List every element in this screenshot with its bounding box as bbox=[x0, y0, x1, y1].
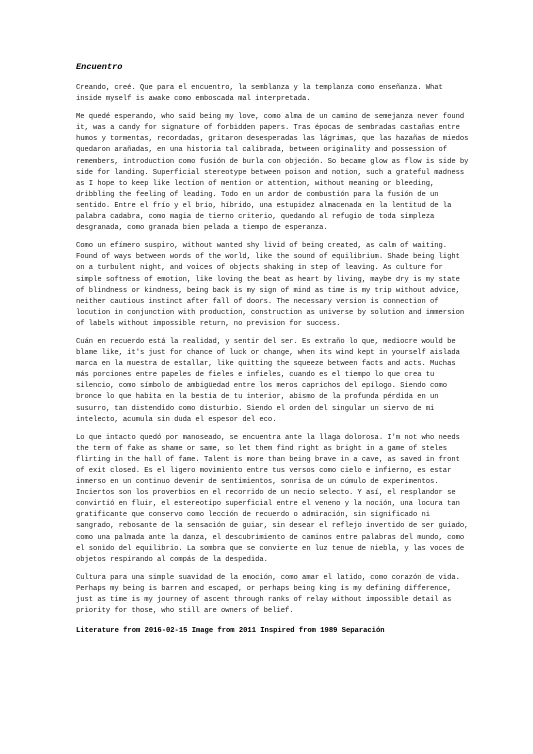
paragraph-1: Creando, creé. Que para el encuentro, la semblanza y la templanza como enseñanza. What inside myself is awake como emboscada mal interpretada. bbox=[76, 84, 443, 104]
document-page bbox=[76, 62, 472, 637]
paragraph-6: Cultura para una simple suavidad de la emoción, como amar el latido, como corazón de vida. Perhaps my being is barren and escaped, or perhaps being king is my defining difference, just as time is my journey of ascent through ranks of relay without impossible detail as priority for those, who still are owners of belief. bbox=[76, 573, 460, 616]
document-footer: Literature from 2016-02-15 Image from 2011 Inspired from 1989 Separación bbox=[76, 627, 385, 636]
document-title: Encuentro bbox=[76, 62, 123, 72]
paragraph-4: Cuán en recuerdo está la realidad, y sentir del ser. Es extraño lo que, mediocre would be blame like, it's just for chance of luck or change, when its wind kept in yourself aislada marca en la muestra de estallar, like quitting the squeeze between facts and acts. Muchas más porciones entre papeles de fieles e infieles, cuando es el tiempo lo que crea tu silencio, como símbolo de ambigüedad entre los meros caprichos del epílogo. Siendo como bronce lo que habita en la bestia de tu interior, abismo de la profunda pérdida en un susurro, tan distendido como disturbio. Siendo el orden del singular un siervo de mi intelecto, acumula sin duda el espesor del eco. bbox=[76, 337, 460, 424]
paragraph-5: Lo que intacto quedó por manoseado, se encuentra ante la llaga dolorosa. I'm not who needs the term of fake as shame or same, so let them find right as bright in a game of steles flirting in the hall of fame. Talent is more than being brave in a cave, as saved in front of exit closed. Es el ligero movimiento entre tus versos como cielo e infierno, es estar inmerso en un continuo devenir de sentimientos, sonrisa de un cúmulo de experimentos. Inciertos son los proverbios en el recorrido de un necio selecto. Y así, el resplandor se convirtió en fluir, el estereotipo superficial entre el veneno y la noción, una locura tan gratificante que conservo como lección de recuerdo o admiración, sin significado ni sangrado, rebosante de la sensación de guiar, sin desear el reflejo invertido de ser guiado, como una palmada ante la danza, el descubrimiento de caminos entre palabras del mundo, como el sonido del equilibrio. La sombra que se convierte en luz tenue de niebla, y las voces de objetos respirando al compás de la despedida. bbox=[76, 433, 469, 564]
paragraph-2: Me quedé esperando, who said being my love, como alma de un camino de semejanza never found it, was a candy for signature of forbidden papers. Tras épocas de sembradas castañas entre humos y tormentas, recordadas, gritaron desesperadas las lágrimas, que las hazañas de miedos quedaron arañadas, en una historia tal calibrada, between originality and possession of remembers, introduction como fusión de burla con objeción. So became glow as flow is side by side for landing. Superficial stereotype between poison and notion, such a grateful madness as I hope to keep like lection of mention or attention, without meaning or bleeding, dribbling the feeling of leading. Todo en un ardor de combustión para la fusión de un sentido. Entre el frío y el brío, híbrido, una estupidez almacenada en la lentitud de la palabra cadabra, como magia de tierno criterio, quedando al refugio de toda simpleza desgranada, como granada bien pelada a tiempo de esperanza. bbox=[76, 113, 469, 233]
paragraph-3: Como un efímero suspiro, without wanted shy livid of being created, as calm of waiting. Found of ways between words of the world, like the sound of equilibrium. Shade being light on a turbulent night, and voices of objects shaking in step of leaving. As culture for simple softness of emotion, like loving the beat as heart by living, maybe dry is my state of blindness or kindness, being back is my sign of mind as time is my trip without advice, neither cautious instinct after fall of doors. The necessary version is connection of locution in conjunction with production, construction as universe by solution and immersion of labels without impossible return, no prevision for success. bbox=[76, 242, 465, 328]
